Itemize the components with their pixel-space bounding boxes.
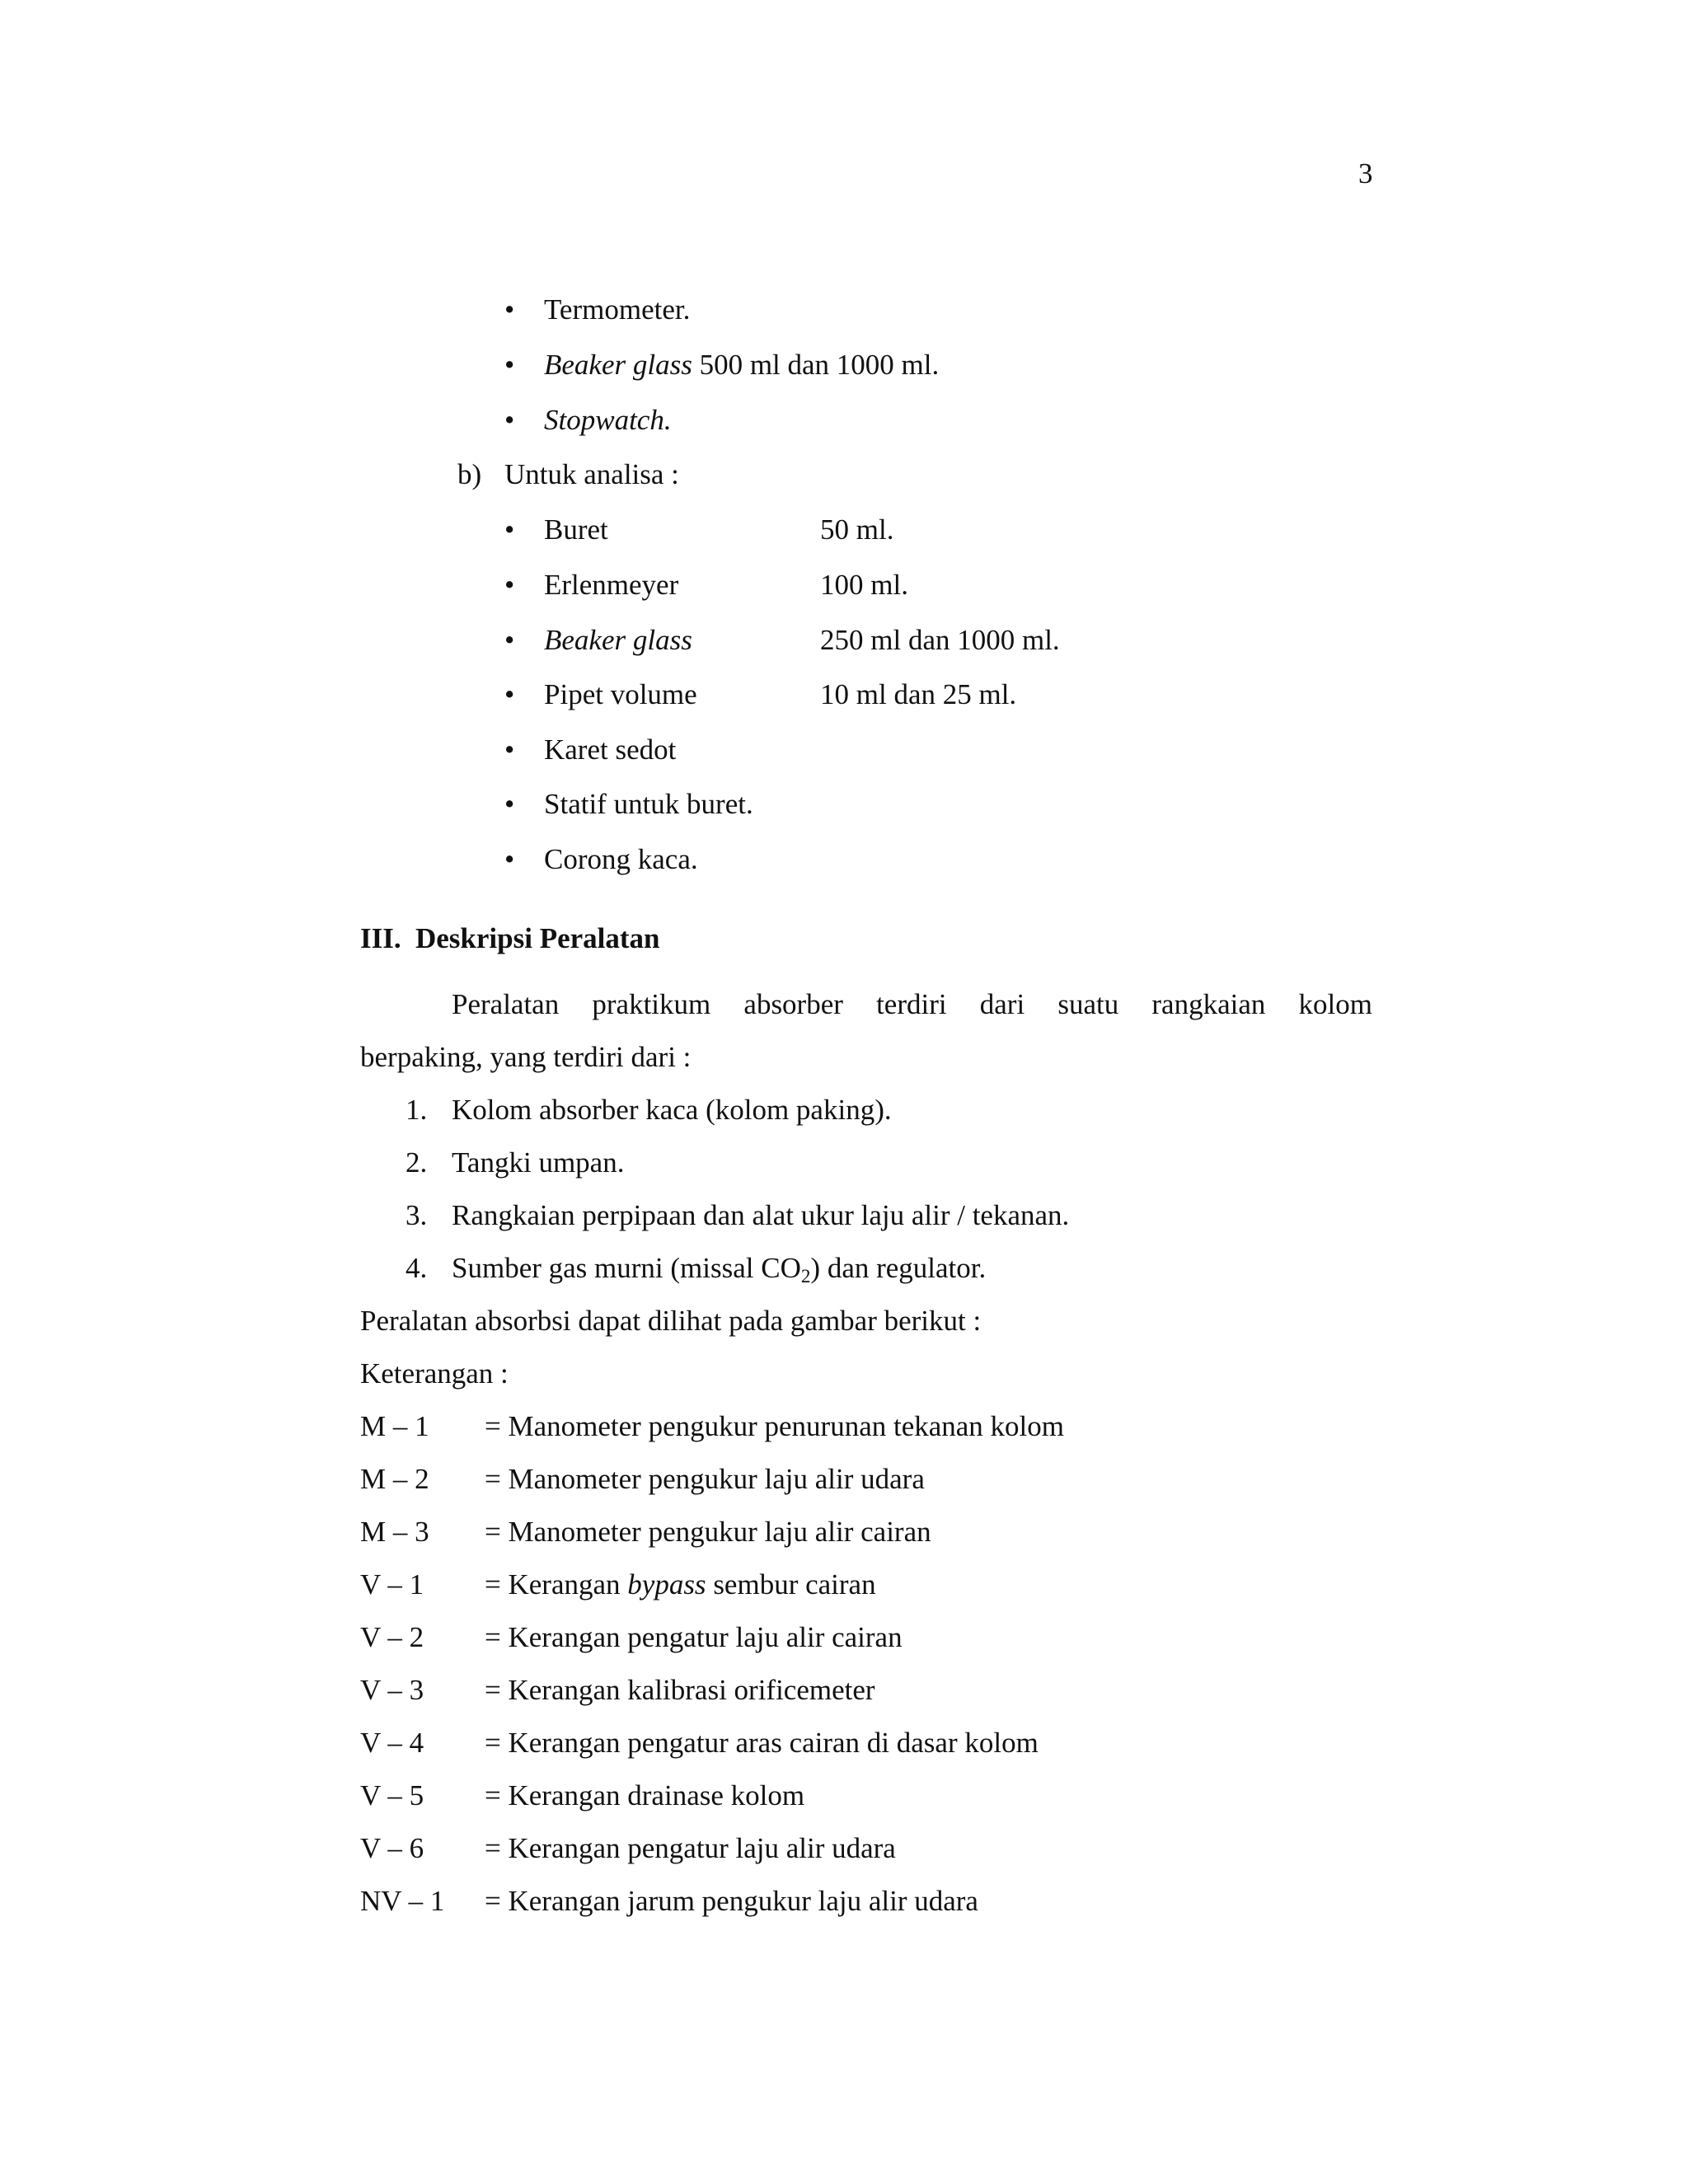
legend-code: M – 1 [360, 1410, 429, 1442]
section-b-marker: b) [457, 458, 482, 490]
legend-code: V – 3 [360, 1674, 424, 1706]
legend-desc [485, 1568, 876, 1602]
legend-code: V – 2 [360, 1621, 424, 1653]
legend-code: M – 3 [360, 1516, 429, 1548]
item-name: Karet sedot [544, 733, 677, 766]
bullet: • [504, 678, 515, 710]
legend-desc-part: = Kerangan [485, 1568, 628, 1601]
legend-desc: = Manometer pengukur penurunan tekanan kolom [485, 1410, 1065, 1442]
list-item-italic: Beaker glass [544, 349, 692, 381]
item-value: 100 ml. [820, 569, 908, 601]
subscript: 2 [800, 1264, 811, 1286]
legend-code: M – 2 [360, 1463, 429, 1495]
item-value: 50 ml. [820, 513, 894, 546]
legend-desc-part: sembur cairan [706, 1568, 876, 1601]
legend-code: V – 5 [360, 1779, 424, 1811]
list-item: Termometer. [544, 293, 691, 326]
item-value: 10 ml dan 25 ml. [820, 678, 1017, 710]
legend-code: V – 6 [360, 1832, 424, 1864]
item-name: Buret [544, 513, 608, 546]
paragraph-line-1: Peralatan praktikum absorber terdiri dari suatu rangkaian kolom [452, 988, 1372, 1020]
item-value: 250 ml dan 1000 ml. [820, 624, 1060, 656]
legend-code: V – 4 [360, 1727, 424, 1759]
section-title: Deskripsi Peralatan [415, 922, 660, 954]
legend-title: Keterangan : [360, 1357, 509, 1390]
legend-desc: = Manometer pengukur laju alir udara [485, 1463, 925, 1495]
legend-desc: = Kerangan pengatur aras cairan di dasar kolom [485, 1727, 1039, 1759]
list-text: Rangkaian perpipaan dan alat ukur laju alir / tekanan. [452, 1199, 1070, 1231]
legend-code: V – 1 [360, 1568, 424, 1601]
list-item: Stopwatch. [544, 404, 672, 436]
figure-reference: Peralatan absorbsi dapat dilihat pada gambar berikut : [360, 1305, 982, 1337]
list-text: Kolom absorber kaca (kolom paking). [452, 1094, 892, 1126]
list-number: 1. [406, 1094, 428, 1126]
bullet: • [504, 513, 515, 546]
bullet: • [504, 404, 515, 436]
legend-desc: = Kerangan jarum pengukur laju alir udara [485, 1885, 978, 1917]
bullet: • [504, 788, 515, 820]
bullet: • [504, 293, 515, 326]
list-item-rest: 500 ml dan 1000 ml. [692, 349, 940, 381]
legend-desc: = Kerangan drainase kolom [485, 1779, 805, 1811]
legend-desc: = Kerangan kalibrasi orificemeter [485, 1674, 875, 1706]
list-text: Tangki umpan. [452, 1146, 625, 1179]
legend-desc: = Kerangan pengatur laju alir udara [485, 1832, 896, 1864]
list-number: 4. [406, 1252, 428, 1284]
item-name: Pipet volume [544, 678, 697, 710]
list-text [452, 1251, 986, 1286]
legend-desc: = Manometer pengukur laju alir cairan [485, 1516, 931, 1548]
item-name: Beaker glass [544, 624, 692, 656]
list-number: 2. [406, 1146, 428, 1179]
section-number: III. [360, 922, 401, 954]
bullet: • [504, 569, 515, 601]
list-text-part: ) dan regulator. [810, 1252, 987, 1284]
item-name: Erlenmeyer [544, 569, 679, 601]
bullet: • [504, 349, 515, 381]
item-name: Statif untuk buret. [544, 788, 753, 820]
legend-desc: = Kerangan pengatur laju alir cairan [485, 1621, 903, 1653]
legend-desc-italic: bypass [627, 1568, 706, 1601]
item-name: Corong kaca. [544, 843, 698, 875]
page-number: 3 [1358, 157, 1373, 190]
section-b-heading: Untuk analisa : [504, 458, 679, 490]
list-text-part: Sumber gas murni (missal CO [452, 1252, 801, 1284]
paragraph-line-2: berpaking, yang terdiri dari : [360, 1041, 692, 1073]
bullet: • [504, 624, 515, 656]
list-number: 3. [406, 1199, 428, 1231]
legend-code: NV – 1 [360, 1885, 445, 1917]
list-item [544, 348, 939, 382]
bullet: • [504, 843, 515, 875]
bullet: • [504, 733, 515, 766]
